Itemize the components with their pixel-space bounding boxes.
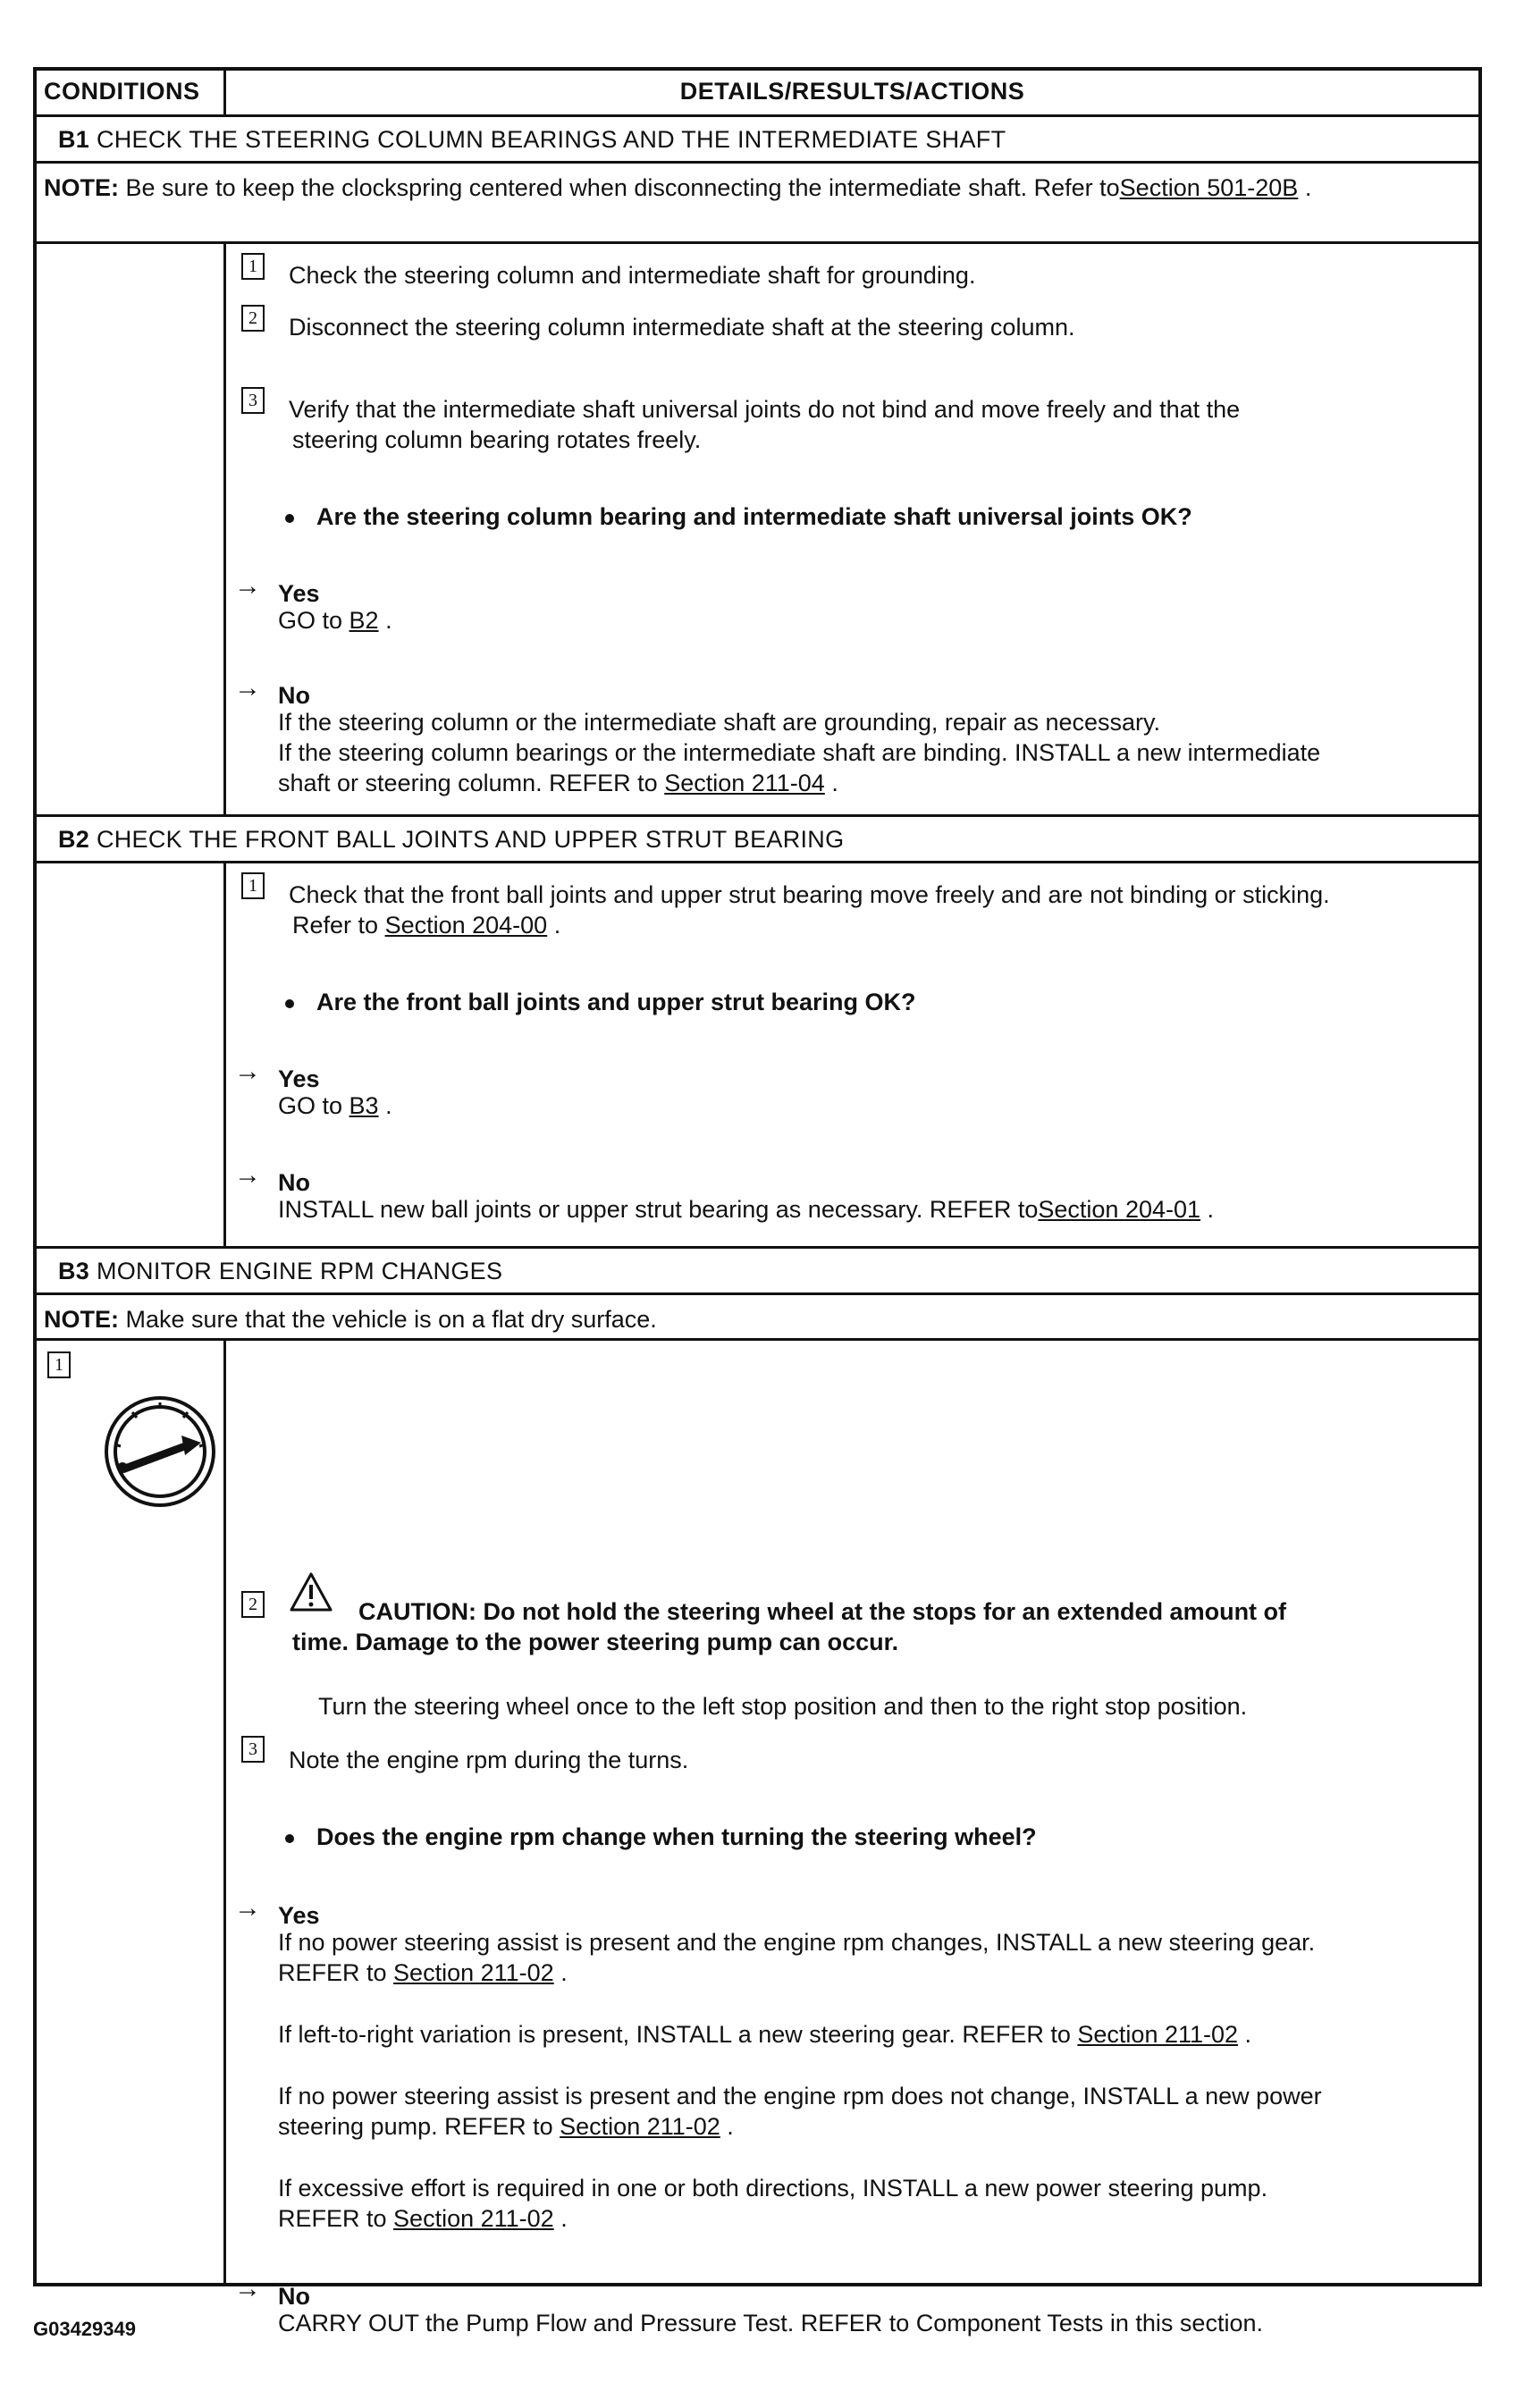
right-arrow-icon: → xyxy=(234,571,261,601)
b2-yes-label: Yes xyxy=(278,1065,320,1092)
b1-yes-link[interactable]: B2 xyxy=(349,607,379,634)
bullet-icon xyxy=(285,1834,294,1843)
b1-yes-text: GO to B2 . xyxy=(278,607,392,634)
warning-triangle-icon xyxy=(289,1571,333,1617)
b3-no-label: No xyxy=(278,2283,310,2310)
b1-note-link[interactable]: Section 501-20B xyxy=(1119,174,1299,201)
b1-step3-line1: Verify that the intermediate shaft universal joints do not bind and move freely and that the xyxy=(289,396,1241,423)
b3-yes1-line2: REFER to Section 211-02 . xyxy=(278,1959,568,1986)
tachometer-icon xyxy=(101,1393,219,1515)
b2-body xyxy=(37,863,1478,1249)
b3-yes3-line2: steering pump. REFER to Section 211-02 . xyxy=(278,2113,734,2140)
details-header: DETAILS/RESULTS/ACTIONS xyxy=(679,78,1025,105)
step-number-box: 2 xyxy=(241,305,265,332)
b3-turn-text: Turn the steering wheel once to the left stop position and then to the right stop position. xyxy=(318,1693,1248,1720)
b1-question: Are the steering column bearing and intermediate shaft universal joints OK? xyxy=(316,503,1192,530)
right-arrow-icon: → xyxy=(234,673,261,703)
b1-no-line2: If the steering column bearings or the intermediate shaft are binding. INSTALL a new intermediate xyxy=(278,739,1321,766)
right-arrow-icon: → xyxy=(234,2274,261,2303)
b2-no-link[interactable]: Section 204-01 xyxy=(1038,1196,1201,1223)
b2-step1-link[interactable]: Section 204-00 xyxy=(384,912,548,939)
b1-title-row xyxy=(37,117,1478,164)
b2-step1-line1: Check that the front ball joints and upper strut bearing move freely and are not binding or sticking. xyxy=(289,881,1330,908)
b3-caution-line1: CAUTION: Do not hold the steering wheel at the stops for an extended amount of xyxy=(358,1598,1287,1625)
b3-step3: Note the engine rpm during the turns. xyxy=(289,1747,689,1773)
step-number-box: 1 xyxy=(47,1351,71,1378)
b3-note-row xyxy=(37,1295,1478,1341)
b1-no-line1: If the steering column or the intermediate shaft are grounding, repair as necessary. xyxy=(278,709,1161,736)
b1-body xyxy=(37,244,1478,817)
b3-note: NOTE: Make sure that the vehicle is on a flat dry surface. xyxy=(44,1306,657,1333)
b2-no-label: No xyxy=(278,1169,310,1196)
b3-no-text: CARRY OUT the Pump Flow and Pressure Test. REFER to Component Tests in this section. xyxy=(278,2310,1263,2336)
bullet-icon xyxy=(285,999,294,1008)
b2-title-row xyxy=(37,817,1478,863)
b1-note: NOTE: Be sure to keep the clockspring centered when disconnecting the intermediate shaft. Refer toSection 501-20B . xyxy=(44,174,1312,201)
b3-yes4-line1: If excessive effort is required in one or both directions, INSTALL a new power steering pump. xyxy=(278,2175,1268,2202)
figure-id: G03429349 xyxy=(33,2318,136,2340)
b1-title: B1 CHECK THE STEERING COLUMN BEARINGS AND THE INTERMEDIATE SHAFT xyxy=(58,126,1006,153)
b2-question: Are the front ball joints and upper strut bearing OK? xyxy=(316,989,916,1015)
b3-caution-line2: time. Damage to the power steering pump can occur. xyxy=(292,1629,899,1655)
b1-no-label: No xyxy=(278,682,310,709)
right-arrow-icon: → xyxy=(234,1160,261,1190)
b3-yes-label: Yes xyxy=(278,1902,320,1929)
b3-title: B3 MONITOR ENGINE RPM CHANGES xyxy=(58,1258,503,1284)
b1-step1: Check the steering column and intermediate shaft for grounding. xyxy=(289,262,976,289)
b3-question: Does the engine rpm change when turning the steering wheel? xyxy=(316,1823,1037,1850)
b3-yes4-link[interactable]: Section 211-02 xyxy=(393,2205,554,2232)
step-number-box: 3 xyxy=(241,1736,265,1763)
b1-note-row xyxy=(37,164,1478,244)
b3-yes2-link[interactable]: Section 211-02 xyxy=(1077,2021,1239,2048)
right-arrow-icon: → xyxy=(234,1057,261,1086)
conditions-header: CONDITIONS xyxy=(44,78,200,105)
b1-yes-label: Yes xyxy=(278,580,320,607)
step-number-box: 1 xyxy=(241,872,265,899)
b3-yes3-link[interactable]: Section 211-02 xyxy=(560,2113,720,2140)
b3-title-row xyxy=(37,1249,1478,1295)
b3-yes1-line1: If no power steering assist is present and the engine rpm changes, INSTALL a new steering gear. xyxy=(278,1929,1316,1956)
b3-yes2: If left-to-right variation is present, INSTALL a new steering gear. REFER to Section 211-02 . xyxy=(278,2021,1252,2048)
b3-yes4-line2: REFER to Section 211-02 . xyxy=(278,2205,568,2232)
b2-yes-link[interactable]: B3 xyxy=(349,1092,379,1119)
b2-title: B2 CHECK THE FRONT BALL JOINTS AND UPPER STRUT BEARING xyxy=(58,826,845,853)
step-number-box: 2 xyxy=(241,1591,265,1618)
b2-yes-text: GO to B3 . xyxy=(278,1092,392,1119)
step-number-box: 1 xyxy=(241,253,265,280)
b3-yes1-link[interactable]: Section 211-02 xyxy=(393,1959,554,1986)
table-header xyxy=(37,71,1478,117)
bullet-icon xyxy=(285,514,294,523)
b2-step1-line2: Refer to Section 204-00 . xyxy=(292,912,561,939)
step-number-box: 3 xyxy=(241,387,265,414)
b1-no-line3: shaft or steering column. REFER to Section 211-04 . xyxy=(278,770,838,796)
b3-yes3-line1: If no power steering assist is present and the engine rpm does not change, INSTALL a new power xyxy=(278,2083,1322,2109)
right-arrow-icon: → xyxy=(234,1893,261,1923)
b1-step3-line2: steering column bearing rotates freely. xyxy=(292,426,702,453)
b1-no-link[interactable]: Section 211-04 xyxy=(664,770,825,796)
b1-step2: Disconnect the steering column intermediate shaft at the steering column. xyxy=(289,314,1075,341)
b2-no-text: INSTALL new ball joints or upper strut bearing as necessary. REFER toSection 204-01 . xyxy=(278,1196,1215,1223)
